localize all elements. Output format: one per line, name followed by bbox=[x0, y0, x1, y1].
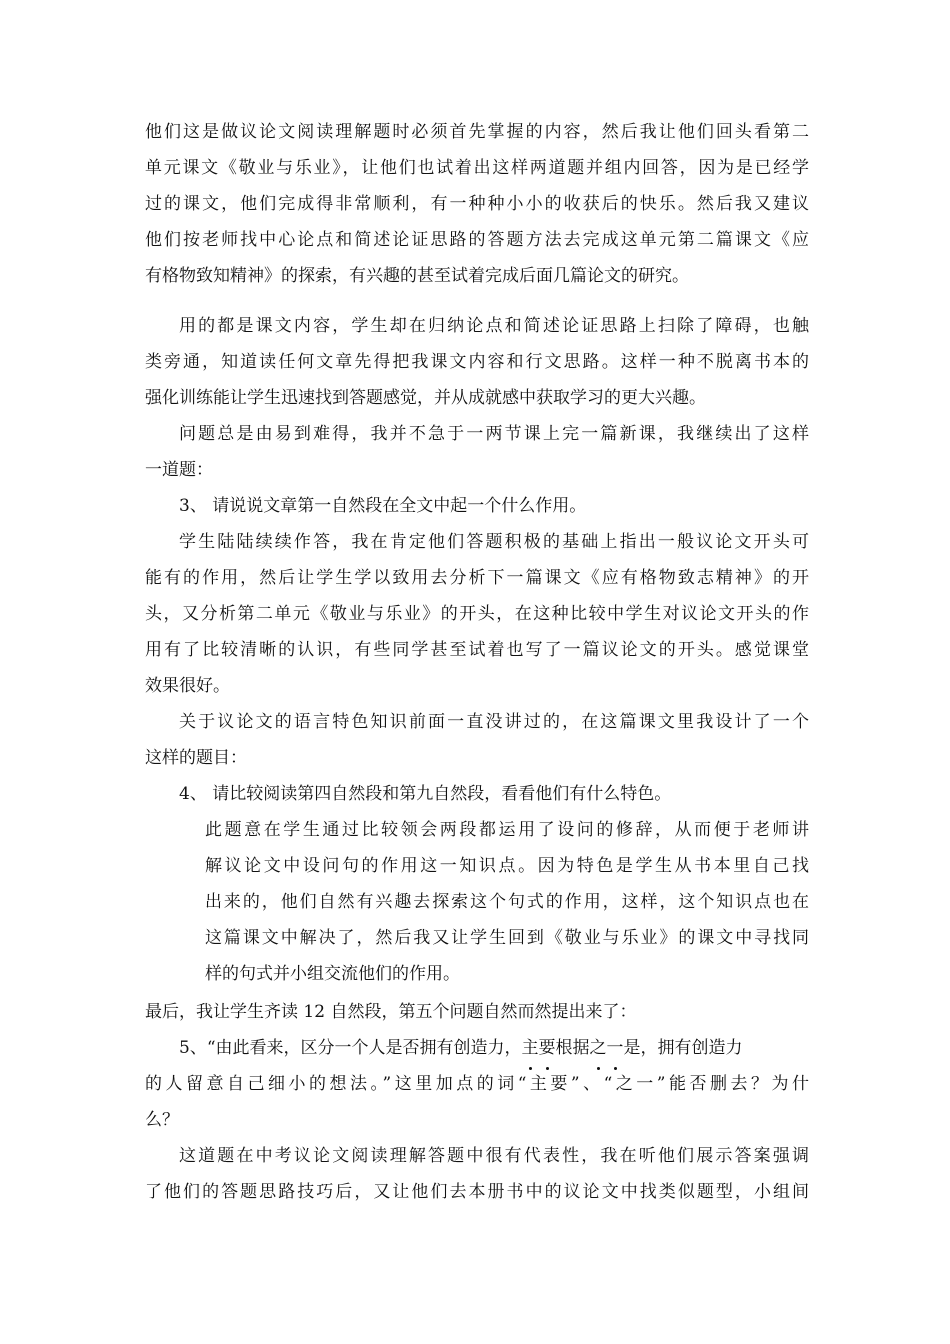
text-line: 类旁通，知道读任何文章先得把我课文内容和行文思路。这样一种不脱离书本的 bbox=[145, 352, 809, 372]
paragraph-7 bbox=[145, 994, 809, 1030]
text-line: 一道题： bbox=[145, 460, 213, 480]
text-line: 用有了比较清晰的认识，有些同学甚至试着也写了一篇议论文的开头。感觉课堂 bbox=[145, 640, 809, 660]
text-line: 样的句式并小组交流他们的作用。 bbox=[205, 964, 460, 984]
text-line: 么？ bbox=[145, 1110, 179, 1130]
text-line: 问题总是由易到难得，我并不急于一两节课上完一篇新课，我继续出了这样 bbox=[179, 424, 809, 444]
paragraph-8 bbox=[145, 1138, 809, 1210]
text-line: 头，又分析第二单元《敬业与乐业》的开头，在这种比较中学生对议论文开头的作 bbox=[145, 604, 809, 624]
text-line: 此题意在学生通过比较领会两段都运用了设问的修辞，从而便于老师讲 bbox=[205, 820, 809, 840]
paragraph-3 bbox=[145, 416, 809, 488]
text-line: 单元课文《敬业与乐业》，让他们也试着出这样两道题并组内回答，因为是已经学 bbox=[145, 158, 809, 178]
text-line: 有格物致知精神》的探索，有兴趣的甚至试着完成后面几篇论文的研究。 bbox=[145, 266, 689, 286]
text-line: 学生陆陆续续作答，我在肯定他们答题积极的基础上指出一般议论文开头可 bbox=[179, 532, 809, 552]
question-text-part: 是，拥有创造力 bbox=[623, 1038, 743, 1058]
paragraph-1 bbox=[145, 114, 809, 294]
paragraph-6 bbox=[205, 812, 809, 992]
text-line: 解议论文中设问句的作用这一知识点。因为特色是学生从书本里自己找 bbox=[205, 856, 809, 876]
question-3 bbox=[145, 488, 809, 524]
text-line: 强化训练能让学生迅速找到答题感觉，并从成就感中获取学习的更大兴趣。 bbox=[145, 388, 706, 408]
emphasis-dot-char: 主 bbox=[522, 1030, 539, 1066]
text-line: 用的都是课文内容，学生却在归纳论点和简述论证思路上扫除了障碍，也触 bbox=[179, 316, 809, 336]
paragraph-2 bbox=[145, 308, 809, 416]
emphasis-dot-char: 一 bbox=[607, 1030, 624, 1066]
emphasis-dot-char: 要 bbox=[539, 1030, 556, 1066]
question-5 bbox=[145, 1030, 809, 1138]
text-line: 最后，我让学生齐读 12 自然段，第五个问题自然而然提出来了： bbox=[145, 1002, 637, 1022]
text-line: 他们按老师找中心论点和简述论证思路的答题方法去完成这单元第二篇课文《应 bbox=[145, 230, 809, 250]
question-text: 4、 请比较阅读第四自然段和第九自然段，看看他们有什么特色。 bbox=[179, 784, 672, 804]
text-line: 这样的题目： bbox=[145, 748, 247, 768]
text-line: 的人留意自己细小的想法。”这里加点的词“主要”、“之一”能否删去？为什 bbox=[145, 1074, 809, 1094]
paragraph-4 bbox=[145, 524, 809, 704]
question-text-part: 根据 bbox=[555, 1038, 590, 1058]
text-line: 效果很好。 bbox=[145, 676, 230, 696]
text-line: 了他们的答题思路技巧后，又让他们去本册书中的议论文中找类似题型，小组间 bbox=[145, 1182, 809, 1202]
text-line: 他们这是做议论文阅读理解题时必须首先掌握的内容，然后我让他们回头看第二 bbox=[145, 122, 809, 142]
text-line: 这道题在中考议论文阅读理解答题中很有代表性，我在听他们展示答案强调 bbox=[179, 1146, 809, 1166]
question-4 bbox=[145, 776, 809, 812]
text-line: 出来的，他们自然有兴趣去探索这个句式的作用，这样，这个知识点也在 bbox=[205, 892, 809, 912]
paragraph-5 bbox=[145, 704, 809, 776]
question-text-part: 5、“由此看来，区分一个人是否拥有创造力， bbox=[179, 1038, 522, 1058]
text-line: 关于议论文的语言特色知识前面一直没讲过的，在这篇课文里我设计了一个 bbox=[179, 712, 809, 732]
emphasis-dot-char: 之 bbox=[590, 1030, 607, 1066]
question-text: 3、 请说说文章第一自然段在全文中起一个什么作用。 bbox=[179, 496, 587, 516]
text-line: 过的课文，他们完成得非常顺利，有一种种小小的收获后的快乐。然后我又建议 bbox=[145, 194, 809, 214]
text-line: 能有的作用，然后让学生学以致用去分析下一篇课文《应有格物致志精神》的开 bbox=[145, 568, 809, 588]
text-line: 这篇课文中解决了，然后我又让学生回到《敬业与乐业》的课文中寻找同 bbox=[205, 928, 809, 948]
question-text bbox=[145, 1030, 809, 1066]
